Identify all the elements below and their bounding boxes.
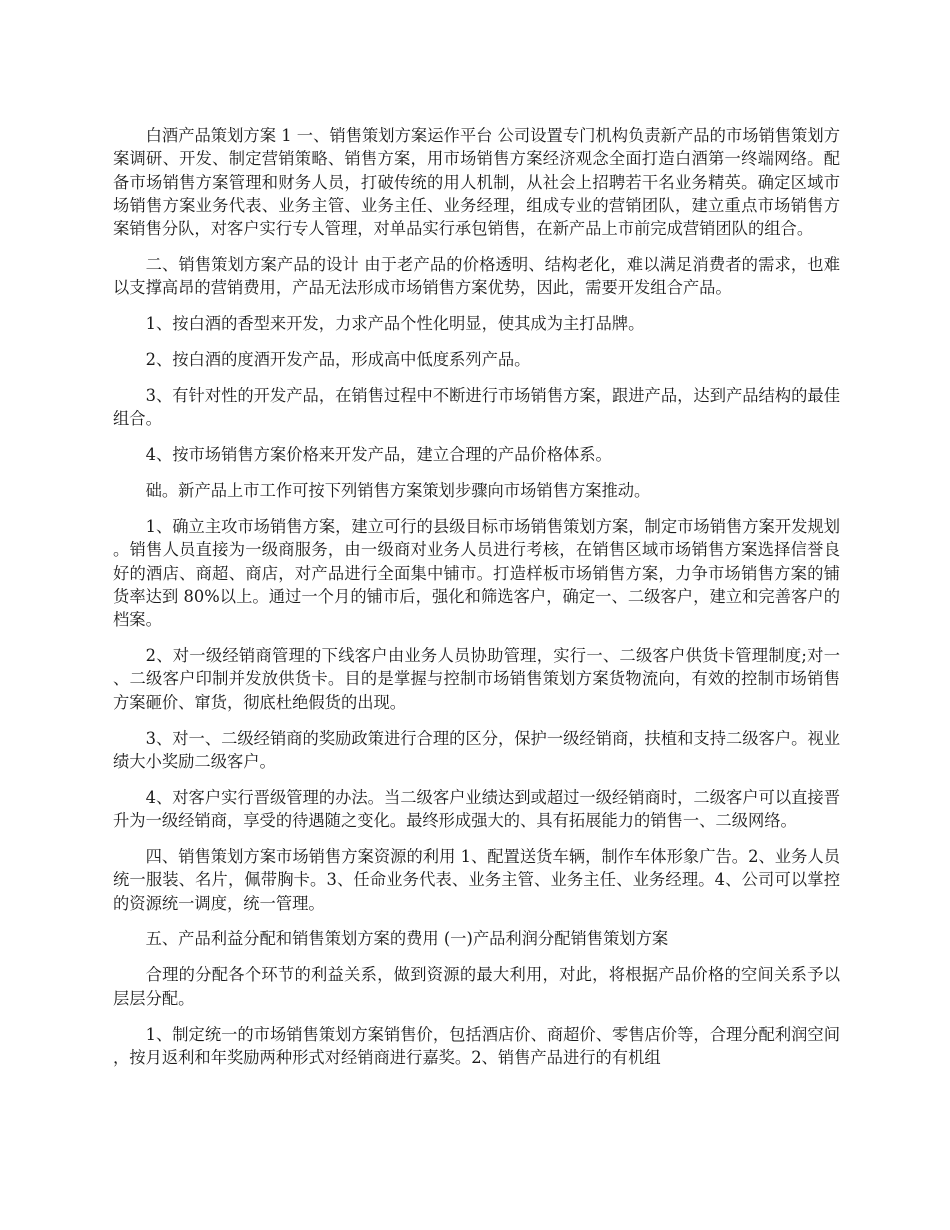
paragraph-10: 3、对一、二级经销商的奖励政策进行合理的区分，保护一级经销商，扶植和支持二级客户。视业绩大小奖励二级客户。: [113, 728, 840, 771]
paragraph-3: 1、按白酒的香型来开发，力求产品个性化明显，使其成为主打品牌。: [145, 314, 645, 334]
paragraph-11: 4、对客户实行晋级管理的办法。当二级客户业绩达到或超过一级经销商时，二级客户可以直接晋升为一级经销商，享受的待遇随之变化。最终形成强大的、具有拓展能力的销售一、二级网络。: [113, 787, 840, 831]
document-body: [113, 124, 840, 1069]
paragraph-5: 3、有针对性的开发产品，在销售过程中不断进行市场销售方案，跟进产品，达到产品结构的最佳组合。: [113, 386, 840, 429]
paragraph-9: 2、对一级经销商管理的下线客户由业务人员协助管理，实行一、二级客户供货卡管理制度;对一、二级客户印制并发放供货卡。目的是掌握与控制市场销售策划方案货物流向，有效的控制市场销售方案砸价、窜货，彻底杜绝假货的出现。: [113, 646, 840, 712]
paragraph-4: 2、按白酒的度酒开发产品，形成高中低度系列产品。: [145, 350, 531, 370]
paragraph-6: 4、按市场销售方案价格来开发产品，建立合理的产品价格体系。: [145, 445, 612, 465]
paragraph-1: 白酒产品策划方案 1 一、销售策划方案运作平台 公司设置专门机构负责新产品的市场销售策划方案调研、开发、制定营销策略、销售方案，用市场销售方案经济观念全面打造白酒第一终端网络。配备市场销售方案管理和财务人员，打破传统的用人机制，从社会上招聘若干名业务精英。确定区域市场销售方案业务代表、业务主管、业务主任、业务经理，组成专业的营销团队，建立重点市场销售方案销售分队，对客户实行专人管理，对单品实行承包销售，在新产品上市前完成营销团队的组合。: [113, 126, 840, 239]
paragraph-2: 二、销售策划方案产品的设计 由于老产品的价格透明、结构老化，难以满足消费者的需求，也难以支撑高昂的营销费用，产品无法形成市场销售方案优势，因此，需要开发组合产品。: [113, 255, 840, 298]
paragraph-15: 1、制定统一的市场销售策划方案销售价，包括酒店价、商超价、零售店价等，合理分配利润空间，按月返利和年奖励两种形式对经销商进行嘉奖。2、销售产品进行的有机组: [113, 1024, 840, 1067]
paragraph-7: 础。新产品上市工作可按下列销售方案策划步骤向市场销售方案推动。: [145, 481, 651, 501]
paragraph-13: 五、产品利益分配和销售策划方案的费用 (一)产品利润分配销售策划方案: [145, 929, 669, 949]
paragraph-12: 四、销售策划方案市场销售方案资源的利用 1、配置送货车辆，制作车体形象广告。2、业务人员统一服装、名片，佩带胸卡。3、任命业务代表、业务主管、业务主任、业务经理。4、公司可以掌控的资源统一调度，统一管理。: [113, 846, 840, 913]
paragraph-14: 合理的分配各个环节的利益关系，做到资源的最大利用，对此，将根据产品价格的空间关系予以层层分配。: [113, 965, 840, 1008]
paragraph-8: 1、确立主攻市场销售方案，建立可行的县级目标市场销售策划方案，制定市场销售方案开发规划。销售人员直接为一级商服务，由一级商对业务人员进行考核，在销售区域市场销售方案选择信誉良好的酒店、商超、商店，对产品进行全面集中铺市。打造样板市场销售方案，力争市场销售方案的铺货率达到 80%以上。通过一个月的铺市后，强化和筛选客户，确定一、二级客户，建立和完善客户的档案。: [113, 517, 840, 630]
